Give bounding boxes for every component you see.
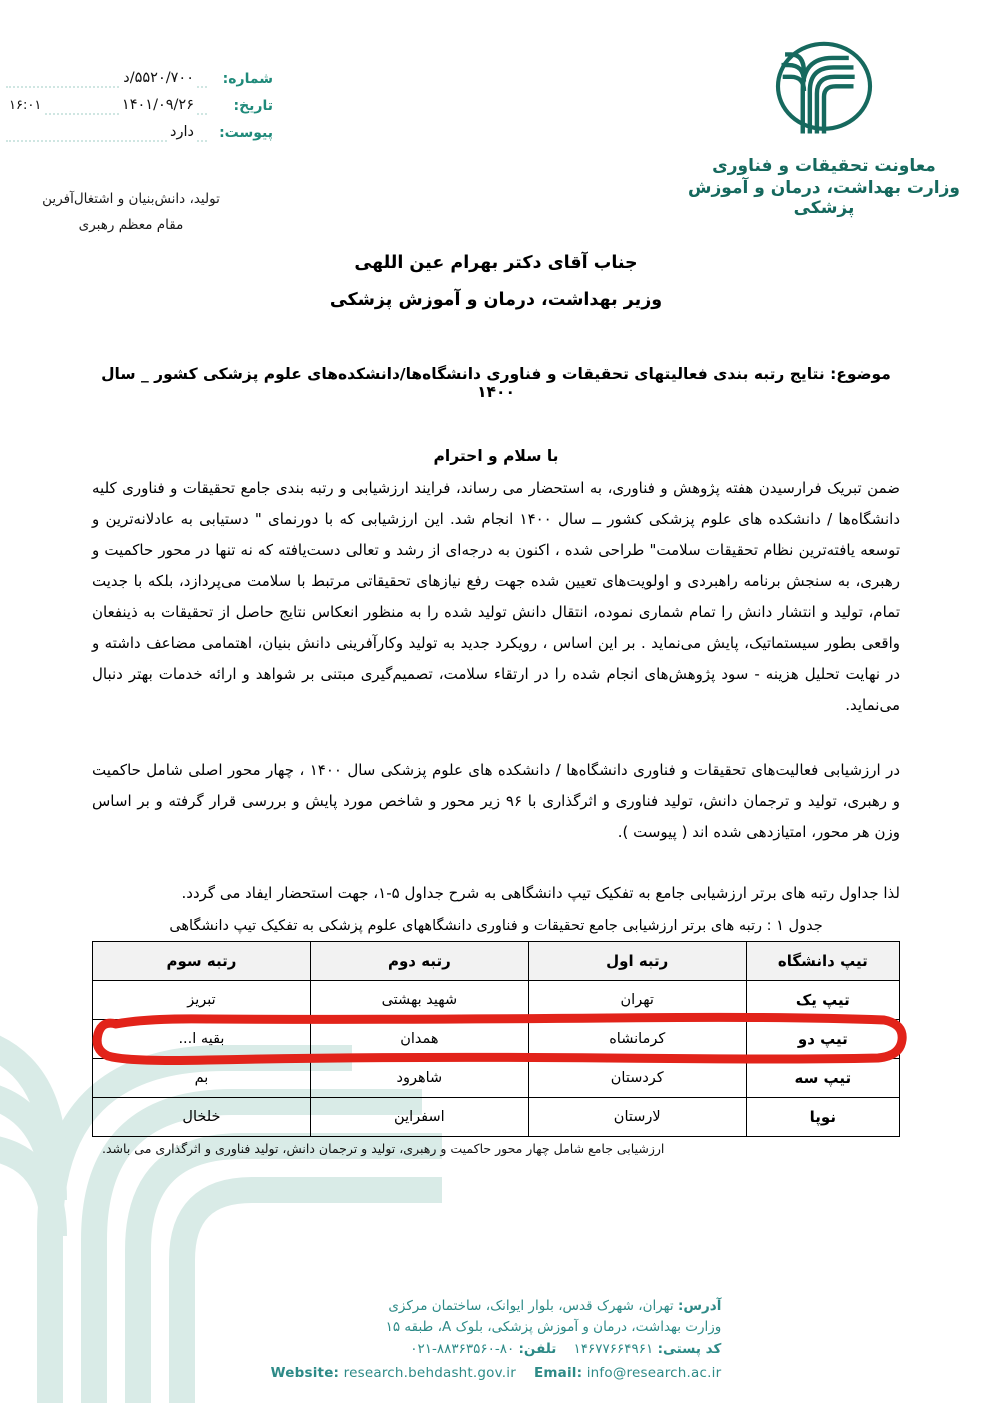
cell-rank-first: تهران — [528, 981, 746, 1020]
column-header-rank-third: رتبه سوم — [93, 942, 311, 981]
cell-rank-second: همدان — [310, 1020, 528, 1059]
page-footer — [0, 1296, 992, 1385]
reference-attachment-row — [0, 120, 285, 147]
reference-number-label: شماره: — [222, 71, 273, 87]
year-slogan — [0, 186, 262, 239]
footer-website-value[interactable]: research.behdasht.gov.ir — [343, 1365, 516, 1382]
cell-rank-third: بقیه ا... — [93, 1020, 311, 1059]
letter-paragraph-2: در ارزشیابی فعالیت‌های تحقیقات و فناوری دانشگاه‌ها / دانشکده های علوم پزشکی سال ۱۴۰۰ ، چهار محور اصلی شامل حاکمیت و رهبری، تولید و ترجمان دانش، تولید فناوری و اثرگذاری با ۹۶ زیر محور و شاخص مورد پایش و بررسی قرار گرفته و بر اساس وزن هر محور، امتیازدهی شده اند ( پیوست ). — [92, 760, 900, 841]
cell-university-type: تیپ یک — [746, 981, 899, 1020]
column-header-university-type: تیپ دانشگاه — [746, 942, 899, 981]
footer-email-label: Email: — [533, 1365, 583, 1382]
reference-date-row — [0, 93, 285, 120]
reference-attachment-value: دارد — [167, 119, 197, 146]
table-row — [93, 1098, 900, 1137]
footer-postal-value: ۱۴۶۷۷۶۶۴۹۶۱ — [573, 1341, 654, 1358]
letter-paragraph-1: ضمن تبریک فرارسیدن هفته پژوهش و فناوری، به استحضار می رساند، فرایند ارزشیابی و رتبه بندی جامع تحقیقات و فناوری کلیه دانشگاه‌ها / دانشکده های علوم پزشکی کشور ــ سال ۱۴۰۰ انجام شد. این ارزشیابی که با دورنمای " دستیابی به عادلانه‌ترین و توسعه یافته‌ترین نظام تحقیقات سلامت" طراحی شده ، اکنون به درجه‌ای از رشد و تعالی دست‌یافته که نه تنها در محور حاکمیت و رهبری، به سنجش برنامه راهبردی و اولویت‌های تعیین شده جهت رفع نیازهای تحقیقاتی مرتبط با سلامت می‌پردازد، بلکه با جدیت تمام، تولید و انتشار دانش را تمام شماری نموده، انتقال دانش تولید شده را به منظور انعکاس نتایج حاصل از تحقیقات به ذینفعان واقعی بطور سیستماتیک، پایش می‌نماید . بر این اساس ، رویکرد جدید به تولید وکارآفرینی دانش بنیان، اهتمامی مضاعف داشته و در نهایت تحلیل هزینه - سود پژوهش‌های انجام شده را در ارتقاء سلامت، تصمیم‌گیری مبتنی بر شواهد و ارائه خدمات بهتر دنبال می‌نماید. — [92, 478, 900, 714]
table-row — [93, 981, 900, 1020]
letter-body — [92, 245, 900, 935]
year-slogan-line1: تولید، دانش‌بنیان و اشتغال‌آفرین — [42, 191, 220, 207]
letter-subject: موضوع: نتایج رتبه بندی فعالیتهای تحقیقات و فناوری دانشگاه‌ها/دانشکده‌های علوم پزشکی کشور _ سال ۱۴۰۰ — [101, 364, 891, 401]
ranking-table-section — [92, 918, 900, 1156]
footer-contact-line — [271, 1339, 722, 1361]
column-header-rank-second: رتبه دوم — [310, 942, 528, 981]
reference-block — [0, 66, 285, 147]
footer-website-label: Website: — [270, 1365, 340, 1382]
table-header-row — [93, 942, 900, 981]
cell-university-type: تیپ سه — [746, 1059, 899, 1098]
addressee-name: جناب آقای دکتر بهرام عین اللهی — [354, 253, 638, 273]
cell-rank-second: شهید بهشتی — [310, 981, 528, 1020]
addressee-title: وزیر بهداشت، درمان و آموزش پزشکی — [329, 289, 663, 310]
cell-rank-third: بم — [93, 1059, 311, 1098]
reference-date-value: ۱۴۰۱/۰۹/۲۶ — [119, 92, 197, 119]
footer-web-line — [271, 1363, 722, 1385]
ranking-table — [92, 941, 900, 1137]
cell-university-type: تیپ دو — [746, 1020, 899, 1059]
letter-paragraph-3: لذا جداول رتبه های برتر ارزشیابی جامع به تفکیک تیپ دانشگاهی به شرح جداول ۵-۱، جهت استحضار ایفاد می گردد. — [181, 884, 900, 903]
cell-rank-first: کردستان — [528, 1059, 746, 1098]
reference-date-label: تاریخ: — [233, 98, 273, 114]
cell-rank-third: تبریز — [93, 981, 311, 1020]
footer-phone-value: ۰۲۱-۸۸۳۶۳۵۶۰-۸۰ — [410, 1341, 515, 1358]
footer-address-line1 — [271, 1296, 722, 1318]
table-row — [93, 1059, 900, 1098]
footer-phone-label: تلفن: — [518, 1341, 557, 1358]
letterhead — [0, 0, 992, 234]
cell-rank-first: لارستان — [528, 1098, 746, 1137]
logo-deputy-name: معاونت تحقیقات و فناوری — [712, 156, 936, 176]
cell-rank-first: کرمانشاه — [528, 1020, 746, 1059]
cell-university-type: نوپا — [746, 1098, 899, 1137]
table-row — [93, 1020, 900, 1059]
table-caption: جدول ۱ : رتبه های برتر ارزشیابی جامع تحقیقات و فناوری دانشگاههای علوم پزشکی به تفکیک تیپ دانشگاهی — [169, 918, 823, 934]
footer-address-value1: تهران، شهرک قدس، بلوار ایوانک، ساختمان مرکزی — [388, 1297, 674, 1314]
reference-time-value: ۱۶:۰۱ — [6, 92, 44, 119]
reference-number-row — [0, 66, 285, 93]
cell-rank-third: خلخال — [93, 1098, 311, 1137]
reference-attachment-label: پیوست: — [219, 125, 273, 141]
cell-rank-second: شاهرود — [310, 1059, 528, 1098]
cell-rank-second: اسفراین — [310, 1098, 528, 1137]
ministry-logo-block — [674, 32, 974, 218]
footer-address-line2: وزارت بهداشت، درمان و آموزش پزشکی، بلوک A، طبقه ۱۵ — [385, 1319, 722, 1336]
table-footnote: ارزشیابی جامع شامل چهار محور حاکمیت و رهبری، تولید و ترجمان دانش، تولید فناوری و اثرگذاری می باشد. — [102, 1141, 665, 1156]
year-slogan-line2: مقام معظم رهبری — [78, 217, 184, 234]
logo-ministry-name: وزارت بهداشت، درمان و آموزش پزشکی — [688, 178, 960, 218]
footer-postal-label: کد پستی: — [657, 1341, 722, 1358]
tree-in-oval-logo-icon — [765, 32, 883, 150]
reference-number-value: ۵۵۲۰/۷۰۰/د — [120, 65, 197, 92]
letter-greeting: با سلام و احترام — [433, 446, 559, 465]
footer-email-value[interactable]: info@research.ac.ir — [586, 1365, 722, 1382]
column-header-rank-first: رتبه اول — [528, 942, 746, 981]
footer-address-label: آدرس: — [677, 1297, 722, 1314]
addressee — [92, 245, 900, 319]
